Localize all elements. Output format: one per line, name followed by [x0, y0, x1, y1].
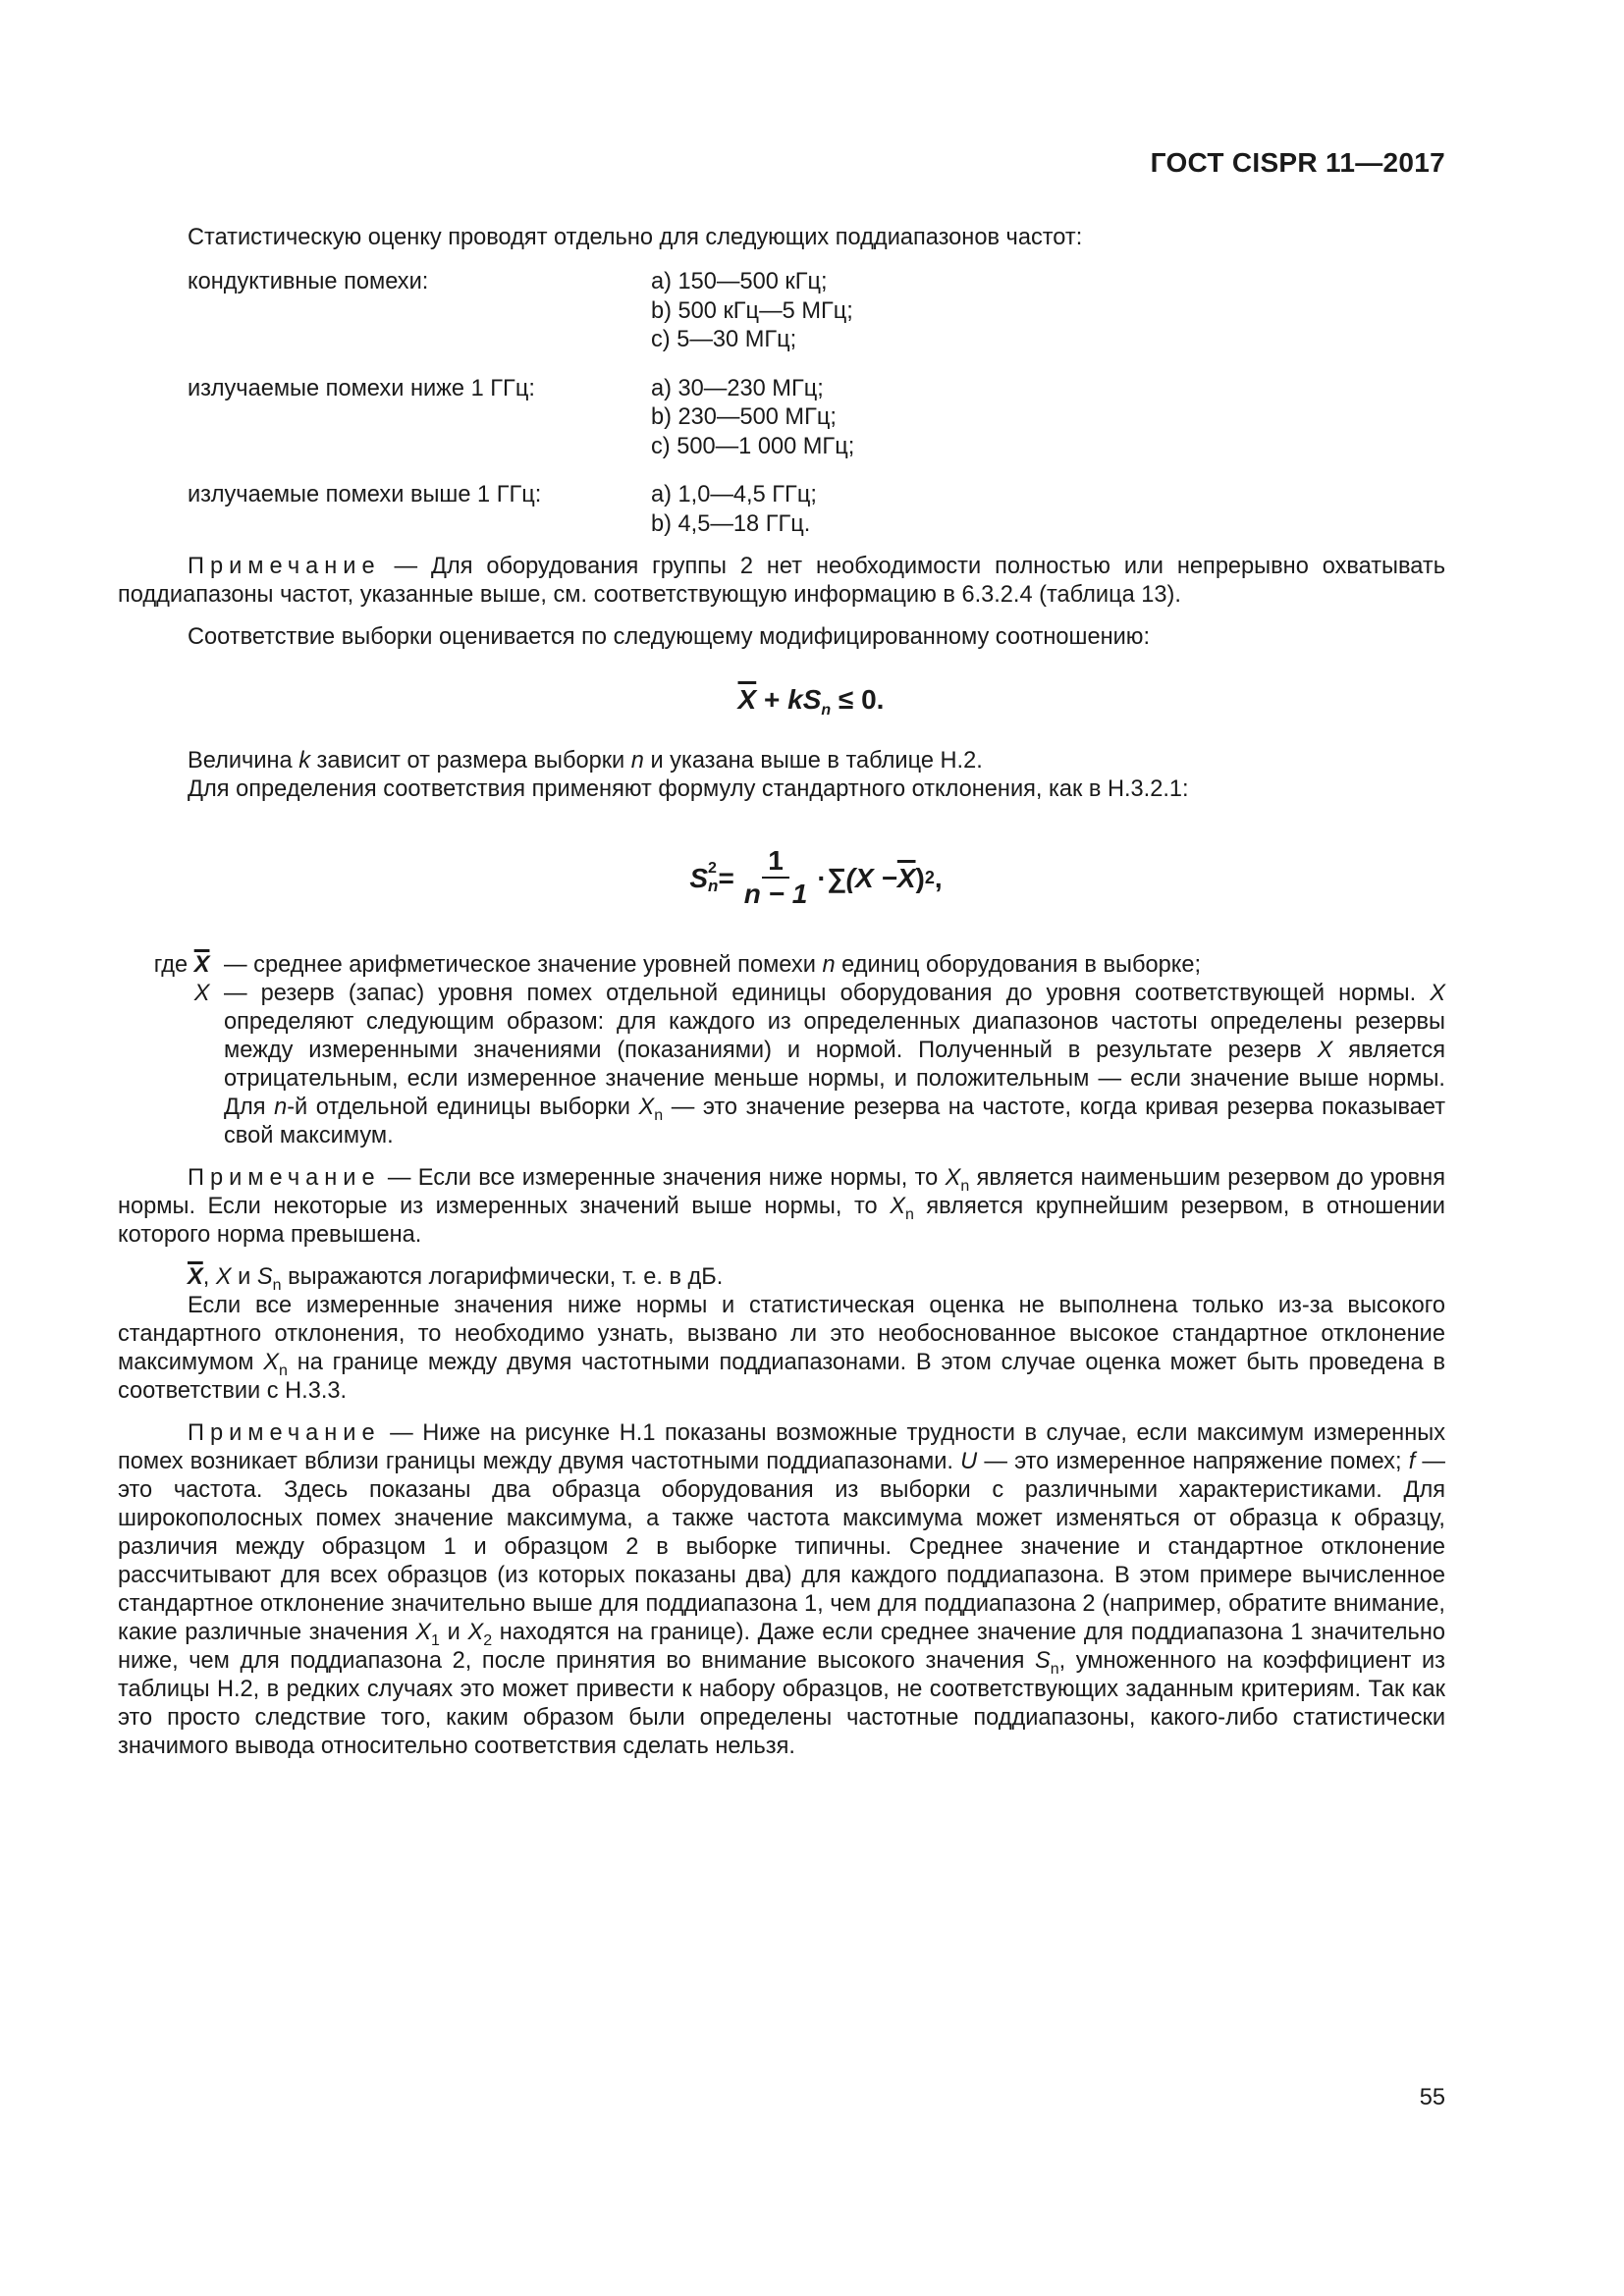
range-value: a) 150—500 кГц;: [651, 269, 828, 294]
note-figure-h1: Примечание — Ниже на рисунке H.1 показаны возможные трудности в случае, если максимум измеренных помех возникает вблизи границы между двумя частотными поддиапазонами. U — это измеренное напряжение помех; f — это частота. Здесь показаны два образца оборудования из выборки с различными характеристиками. Для широкополосных помех значение максимума, а также частота максимума может изменяться от образца к образцу, различия между образцом 1 и образцом 2 в выборке типичны. Среднее значение и стандартное отклонение рассчитывают для всех образцов (из которых показаны два) для каждого поддиапазона. В этом примере вычисленное стандартное отклонение значительно выше для поддиапазона 1, чем для поддиапазона 2 (например, обратите внимание, какие различные значения $X_1$ и $X_2$ находятся на границе). Даже если среднее значение для поддиапазона 1 значительно ниже, чем для поддиапазона 2, после принятия во внимание высокого значения $S_n$, умноженного на коэффициент из таблицы H.2, в редких случаях это может привести к набору образцов, не соответствующих заданным критериям. Так как это просто следствие того, каким образом были определены частотные поддиапазоны, какого-либо статистически значимого вывода относительно соответствия сделать нельзя.: [118, 1420, 1446, 1759]
range-label: кондуктивные помехи:: [188, 269, 429, 294]
range-values: [651, 375, 854, 462]
definition-term: X: [193, 981, 210, 1006]
range-group-radiated-above-1ghz: [188, 481, 1445, 539]
note-below-limit: Примечание — Если все измеренные значения ниже нормы, то $X_n$ является наименьшим резервом до уровня нормы. Если некоторые из измеренных значений выше нормы, то $X_n$ является крупнейшим резервом, в отношении которого норма превышена.: [118, 1165, 1445, 1248]
page-number: 55: [1419, 2085, 1445, 2110]
range-value: b) 4,5—18 ГГц.: [651, 510, 811, 537]
standard-header: ГОСТ CISPR 11—2017: [1150, 147, 1445, 178]
range-value: c) 500—1 000 МГц;: [651, 433, 855, 459]
range-group-radiated-below-1ghz: [188, 375, 1445, 462]
std-paragraph: Если все измеренные значения ниже нормы и статистическая оценка не выполнена только из-за высокого стандартного отклонения, то необходимо узнать, вызвано ли это необоснованное высокое стандартное отклонение максимумом $X_n$ на границе между двумя частотными поддиапазонами. В этом случае оценка может быть проведена в соответствии с H.3.3.: [118, 1293, 1445, 1404]
range-value: a) 1,0—4,5 ГГц;: [651, 482, 817, 507]
definition-text: — среднее арифметическое значение уровней помехи n единиц оборудования в выборке;: [224, 952, 1202, 978]
range-values: [651, 481, 817, 539]
note-word: Примечание: [188, 554, 381, 579]
intro-paragraph: Статистическую оценку проводят отдельно для следующих поддиапазонов частот:: [188, 225, 1083, 250]
compliance-intro: Соответствие выборки оценивается по следующему модифицированному соотношению:: [188, 624, 1151, 650]
k-paragraph: Величина k зависит от размера выборки n и указана выше в таблице H.2.: [188, 748, 983, 774]
page-content: [118, 224, 1445, 1761]
definition-text: — резерв (запас) уровня помех отдельной единицы оборудования до уровня соответствующей нормы. X определяют следующим образом: для каждого из определенных диапазонов частоты определены резервы между измеренными значениями (показаниями) и нормой. Полученный в результате резерв X является отрицательным, если измеренное значение меньше нормы, и положительным — если значение выше нормы. Для n-й отдельной единицы выборки $X_n$ — это значение резерва на частоте, когда кривая резерва показывает свой максимум.: [224, 981, 1446, 1148]
fraction: $\frac{1}{n - 1}$: [743, 845, 808, 909]
range-value: b) 500 кГц—5 МГц;: [651, 297, 853, 324]
log-line: $\overline{X}$, X и $S_n$ выражаются логарифмически, т. е. в дБ.: [188, 1264, 724, 1294]
definition-mean: [114, 951, 1445, 980]
std-intro: Для определения соответствия применяют формулу стандартного отклонения, как в H.3.2.1:: [188, 776, 1189, 802]
formula-compliance: $\overline{X} + kS_n \le 0$.: [737, 684, 885, 719]
formula-std-deviation: S 2 n = $\frac{1}{n - 1}$ · ∑(X − $\overline{X}$ ) 2 ,: [689, 845, 943, 909]
frequency-ranges: [188, 268, 1445, 539]
range-group-conducted: [188, 268, 1445, 355]
definition-term: где $\overline{X}$: [153, 952, 210, 978]
range-values: [651, 268, 853, 355]
range-value: a) 30—230 МГц;: [651, 375, 824, 401]
definitions: [118, 951, 1445, 1150]
range-label: излучаемые помехи ниже 1 ГГц:: [188, 375, 535, 401]
range-value: b) 230—500 МГц;: [651, 404, 837, 430]
definition-margin: [114, 980, 1445, 1150]
range-value: c) 5—30 МГц;: [651, 327, 797, 352]
note-group2: Примечание — Для оборудования группы 2 нет необходимости полностью или непрерывно охватывать поддиапазоны частот, указанные выше, см. соответствующую информацию в 6.3.2.4 (таблица 13).: [118, 554, 1445, 608]
range-label: излучаемые помехи выше 1 ГГц:: [188, 482, 542, 507]
